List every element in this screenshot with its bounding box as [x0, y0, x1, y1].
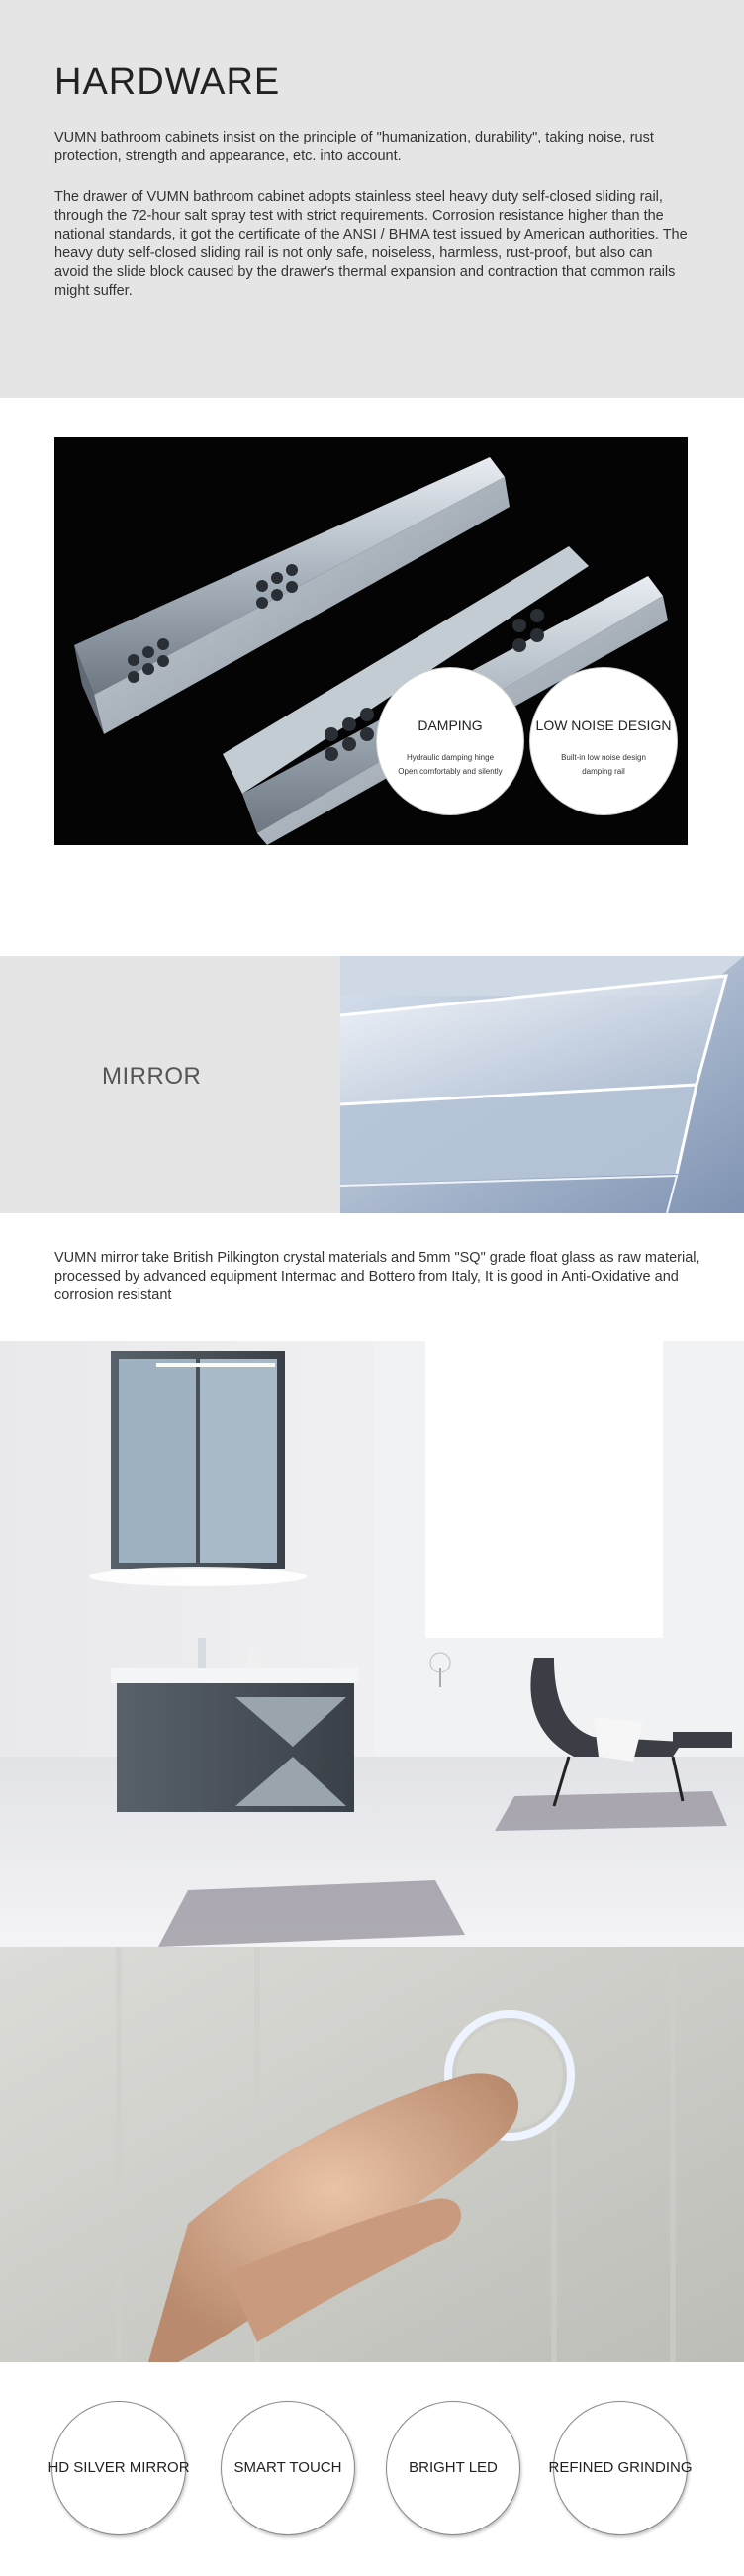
feature-label: BRIGHT LED: [409, 2459, 498, 2476]
bathroom-scene-image: [0, 1341, 744, 1947]
low-noise-badge-title: LOW NOISE DESIGN: [535, 717, 672, 733]
feature-label: SMART TOUCH: [233, 2459, 342, 2476]
hardware-title: HARDWARE: [54, 61, 281, 103]
touch-switch-illustration: [0, 1947, 744, 2362]
feature-refined-grinding: [548, 2401, 693, 2535]
feature-bright-led: [386, 2401, 520, 2535]
mirror-label: MIRROR: [102, 1063, 202, 1090]
damping-badge-title: DAMPING: [418, 717, 483, 733]
low-noise-badge-line1: Built-in low noise design: [561, 753, 646, 762]
slide-rail-image: [54, 437, 688, 845]
hardware-intro-text: VUMN bathroom cabinets insist on the principle of "humanization, durability", taking noise, rust protection, strength and appearance, etc. into account.: [54, 130, 654, 164]
feature-label: REFINED GRINDING: [548, 2459, 693, 2476]
bathroom-scene-illustration: [0, 1341, 744, 1947]
low-noise-badge-line2: damping rail: [582, 767, 625, 776]
feature-smart-touch: [221, 2401, 355, 2535]
hardware-rail-text: The drawer of VUMN bathroom cabinet adopts stainless steel heavy duty self-closed sliding rail, through the 72-hour salt spray test with strict requirements. Corrosion resistance higher than the national standards, it got the certificate of the ANSI / BHMA test issued by American authorities. The heavy duty self-closed sliding rail is not only safe, noiseless, harmless, rust-proof, but also can avoid the slide block caused by the drawer's thermal expansion and contraction that common rails might suffer.: [54, 189, 688, 299]
touch-switch-image: [0, 1947, 744, 2362]
low-noise-badge: [529, 667, 678, 815]
feature-hd-silver-mirror: [47, 2401, 190, 2535]
damping-badge: [376, 667, 524, 815]
feature-badges: [0, 2395, 744, 2553]
mirror-section: [0, 956, 744, 1213]
damping-badge-line1: Hydraulic damping hinge: [406, 753, 495, 762]
feature-label: HD SILVER MIRROR: [47, 2459, 190, 2476]
glass-image: [340, 956, 744, 1213]
mirror-description: VUMN mirror take British Pilkington crystal materials and 5mm "SQ" grade float glass as raw material, processed by advanced equipment Intermac and Bottero from Italy, It is good in Anti-Oxidative and corrosion resistant: [54, 1250, 700, 1303]
damping-badge-line2: Open comfortably and silently: [398, 767, 503, 776]
hardware-section: [0, 0, 744, 398]
glass-illustration: [340, 956, 744, 1213]
